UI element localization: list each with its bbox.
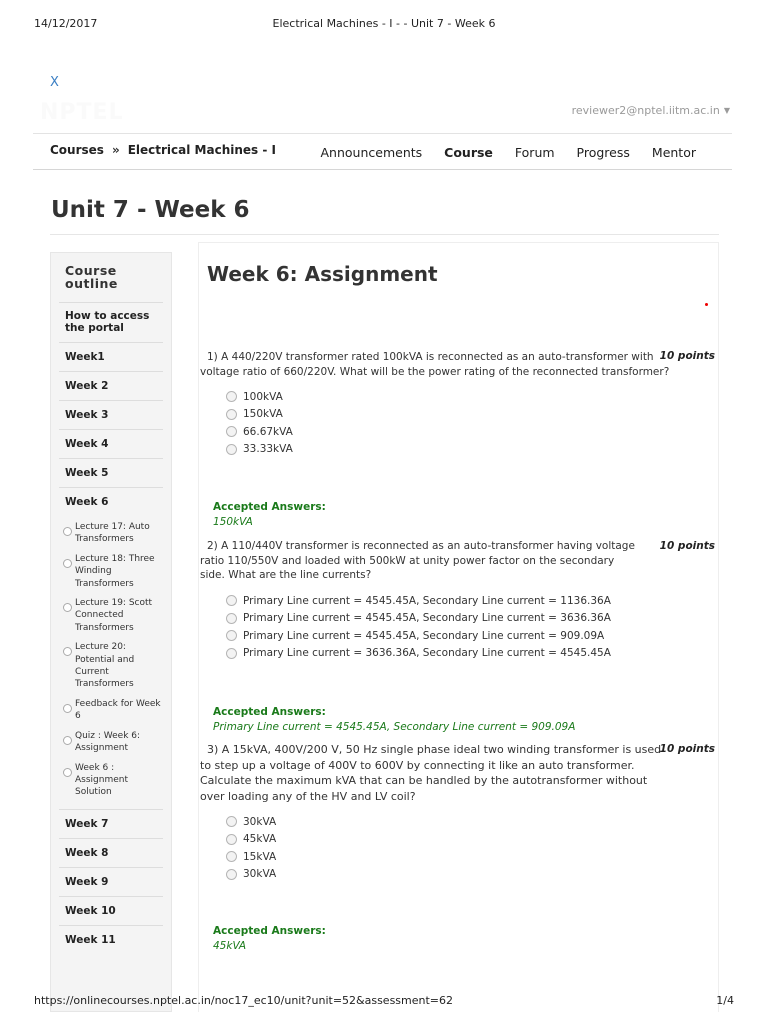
user-menu[interactable]: [572, 104, 730, 117]
option-label: 150kVA: [243, 408, 283, 421]
breadcrumb-courses[interactable]: Courses: [50, 143, 104, 157]
radio-icon[interactable]: [226, 391, 237, 402]
radio-icon[interactable]: [226, 630, 237, 641]
divider: [50, 234, 719, 235]
subitem-label: Lecture 17: Auto Transformers: [75, 522, 150, 545]
accepted-answers-label: Accepted Answers:: [213, 706, 326, 718]
subitem-label: Lecture 18: Three Winding Transformers: [75, 553, 155, 589]
accepted-answers-label: Accepted Answers:: [213, 501, 326, 513]
option-label: 33.33kVA: [243, 443, 293, 456]
tab-progress[interactable]: Progress: [576, 145, 630, 160]
accepted-answer: 45kVA: [213, 940, 247, 952]
user-email: reviewer2@nptel.iitm.ac.in: [571, 104, 720, 117]
option-label: Primary Line current = 3636.36A, Secondary Line current = 4545.45A: [243, 647, 611, 660]
option-label: Primary Line current = 4545.45A, Secondary Line current = 909.09A: [243, 629, 605, 642]
sidebar-heading: Course outline: [65, 263, 118, 291]
radio-icon[interactable]: [226, 834, 237, 845]
option-label: 66.67kVA: [243, 425, 293, 438]
caret-down-icon: ▼: [723, 106, 730, 115]
nav-tabs: [321, 145, 697, 160]
print-date: 14/12/2017: [34, 17, 98, 30]
question-3-text: 3) A 15kVA, 400V/200 V, 50 Hz single phase ideal two winding transformer is used to step up a voltage of 400V to 600V by connecting it like an auto transformer. Calculate the maximum kVA that can be handled by the autotransformer without over loading any of the HV and LV coil?: [200, 743, 662, 803]
bullet-icon: [63, 559, 72, 568]
option[interactable]: [226, 441, 293, 459]
tab-mentor[interactable]: Mentor: [651, 145, 696, 160]
option[interactable]: [226, 592, 611, 610]
option[interactable]: [226, 813, 276, 831]
subitem-lecture-17[interactable]: [59, 518, 163, 550]
subitem-quiz[interactable]: [59, 727, 163, 759]
radio-icon[interactable]: [226, 648, 237, 659]
week6-subitems: [59, 516, 163, 809]
site-logo[interactable]: NPTEL: [40, 100, 124, 125]
sidebar-item-week10[interactable]: Week 10: [59, 896, 163, 925]
radio-icon[interactable]: [226, 426, 237, 437]
option[interactable]: [226, 866, 276, 884]
page-title: Unit 7 - Week 6: [51, 197, 250, 223]
bullet-icon: [63, 527, 72, 536]
subitem-label: Lecture 20: Potential and Current Transformers: [75, 642, 135, 690]
required-marker: [705, 303, 708, 306]
tab-forum[interactable]: Forum: [514, 145, 555, 160]
question-2-text: 2) A 110/440V transformer is reconnected as an auto-transformer having voltage ratio 110/550V and loaded with 500kW at unity power factor on the secondary side. What are the line currents?: [200, 540, 635, 581]
question-1-points: 10 points: [659, 350, 715, 362]
subitem-lecture-19[interactable]: [59, 594, 163, 638]
question-1-text: 1) A 440/220V transformer rated 100kVA is reconnected as an auto-transformer with voltage ratio of 660/220V. What will be the power rating of the reconnected transformer?: [200, 351, 670, 378]
sidebar-item-week6[interactable]: Week 6: [59, 487, 163, 516]
accepted-answer: Primary Line current = 4545.45A, Secondary Line current = 909.09A: [213, 721, 576, 733]
question-2-options: [226, 592, 611, 662]
radio-icon[interactable]: [226, 595, 237, 606]
accepted-answer: 150kVA: [213, 516, 253, 528]
sidebar-item-week7[interactable]: Week 7: [59, 809, 163, 838]
option-label: 45kVA: [243, 833, 277, 846]
sidebar-item-week5[interactable]: Week 5: [59, 458, 163, 487]
subitem-label: Quiz : Week 6: Assignment: [75, 730, 141, 754]
bullet-icon: [63, 603, 72, 612]
subitem-feedback[interactable]: [59, 695, 163, 727]
option-label: 30kVA: [243, 815, 277, 828]
option[interactable]: [226, 423, 293, 441]
bullet-icon: [63, 647, 72, 656]
option-label: 100kVA: [243, 390, 283, 403]
subitem-label: Lecture 19: Scott Connected Transformers: [75, 598, 153, 633]
subitem-lecture-20[interactable]: [59, 638, 163, 695]
assignment-title: Week 6: Assignment: [207, 262, 438, 286]
option-label: Primary Line current = 4545.45A, Secondary Line current = 1136.36A: [243, 594, 611, 607]
print-url: https://onlinecourses.nptel.ac.in/noc17_ec10/unit?unit=52&assessment=62: [34, 994, 454, 1007]
option[interactable]: [226, 831, 276, 849]
breadcrumb-course[interactable]: Electrical Machines - I: [127, 143, 276, 157]
sidebar-item-portal[interactable]: How to access the portal: [59, 302, 163, 342]
radio-icon[interactable]: [226, 851, 237, 862]
radio-icon[interactable]: [226, 869, 237, 880]
course-outline-sidebar: [50, 252, 172, 1012]
option[interactable]: [226, 645, 611, 663]
bullet-icon: [63, 736, 72, 745]
option[interactable]: [226, 406, 293, 424]
option-label: 30kVA: [243, 868, 277, 881]
tab-announcements[interactable]: Announcements: [320, 145, 423, 160]
sidebar-item-week9[interactable]: Week 9: [59, 867, 163, 896]
print-title: Electrical Machines - I - - Unit 7 - Week 6: [272, 17, 496, 30]
close-icon[interactable]: X: [50, 75, 59, 90]
option[interactable]: [226, 388, 293, 406]
sidebar-item-week3[interactable]: Week 3: [59, 400, 163, 429]
bullet-icon: [63, 768, 72, 777]
subitem-solution[interactable]: [59, 759, 163, 803]
subitem-label: Feedback for Week 6: [75, 698, 161, 722]
breadcrumb-separator: »: [111, 143, 120, 157]
course-navbar: [33, 133, 732, 170]
option[interactable]: [226, 610, 611, 628]
radio-icon[interactable]: [226, 613, 237, 624]
question-1-options: [226, 388, 293, 458]
accepted-answers-label: Accepted Answers:: [213, 925, 326, 937]
question-3-options: [226, 813, 276, 883]
radio-icon[interactable]: [226, 816, 237, 827]
radio-icon[interactable]: [226, 409, 237, 420]
radio-icon[interactable]: [226, 444, 237, 455]
sidebar-item-week1[interactable]: Week1: [59, 342, 163, 371]
option-label: 15kVA: [243, 850, 277, 863]
sidebar-item-week2[interactable]: Week 2: [59, 371, 163, 400]
question-2-points: 10 points: [659, 540, 715, 552]
option[interactable]: [226, 627, 611, 645]
sidebar-item-week8[interactable]: Week 8: [59, 838, 163, 867]
breadcrumb: [50, 143, 276, 157]
subitem-label: Week 6 : Assignment Solution: [75, 762, 128, 798]
option[interactable]: [226, 848, 276, 866]
question-3-points: 10 points: [659, 743, 715, 755]
sidebar-item-week4[interactable]: Week 4: [59, 429, 163, 458]
tab-course[interactable]: Course: [444, 145, 493, 160]
subitem-lecture-18[interactable]: [59, 550, 163, 594]
print-page-number: 1/4: [716, 994, 734, 1007]
sidebar-item-week11[interactable]: Week 11: [59, 925, 163, 954]
bullet-icon: [63, 704, 72, 713]
option-label: Primary Line current = 4545.45A, Secondary Line current = 3636.36A: [243, 612, 611, 625]
